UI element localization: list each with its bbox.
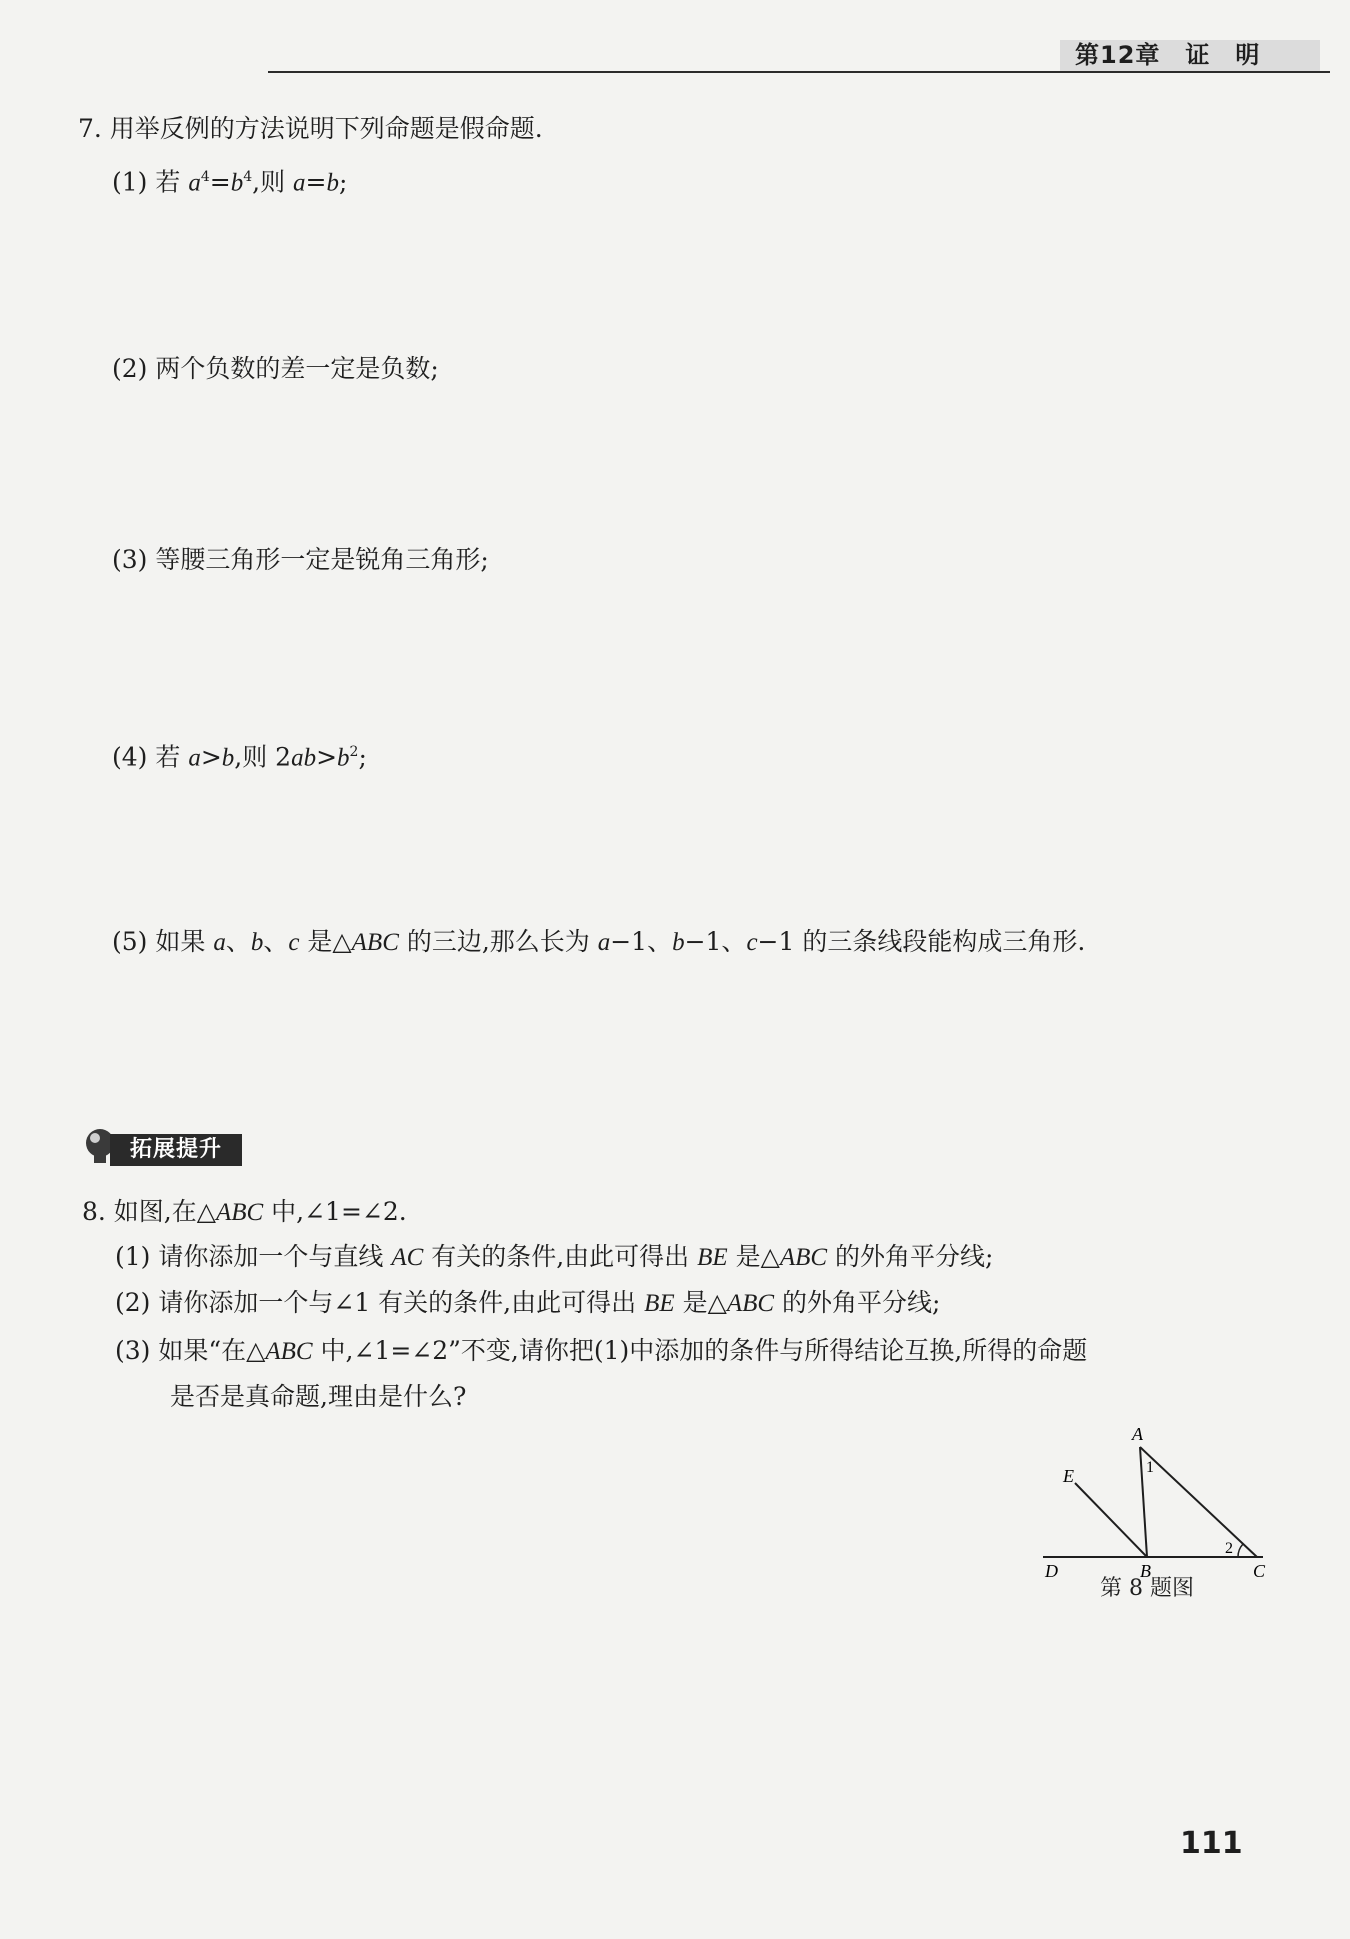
math-var: c (746, 929, 758, 956)
q7-part5 (112, 925, 1085, 960)
text-segment: 、 (263, 927, 289, 956)
segment-be (1075, 1483, 1147, 1557)
math-var: ab (291, 744, 317, 772)
part-number: (2) (112, 354, 148, 383)
q7-part3 (112, 543, 489, 577)
text-segment: 有关的条件,由此可得出 (423, 1242, 698, 1271)
math-var: BE (697, 1244, 728, 1271)
math-var: ABC (215, 1199, 264, 1226)
q7-stem: 7. 用举反例的方法说明下列命题是假命题. (78, 114, 543, 143)
math-var: c (288, 929, 300, 956)
text-segment: ; (358, 742, 367, 772)
part-number: (1) (112, 167, 148, 197)
label-a: A (1132, 1424, 1143, 1444)
text-segment: 如果 (147, 927, 214, 956)
segment-ac (1140, 1447, 1257, 1557)
part-number: (5) (112, 927, 148, 956)
math-var: b (672, 929, 685, 956)
text-segment: 请你添加一个与直线 (150, 1242, 392, 1271)
text-segment: 中,∠1=∠2”不变,请你把(1)中添加的条件与所得结论互换,所得的命题 (312, 1336, 1088, 1365)
label-c: C (1253, 1561, 1266, 1581)
text-segment: 若 (147, 167, 189, 197)
text-segment: 的外角平分线; (774, 1288, 941, 1317)
math-var: a (188, 744, 201, 772)
math-var: b (326, 169, 339, 197)
text-segment: 两个负数的差一定是负数; (147, 354, 439, 383)
text-segment: 是△ (674, 1288, 727, 1317)
chapter-title: 第12章 证 明 (1075, 41, 1261, 69)
part-number: (2) (115, 1288, 151, 1317)
math-var: b (221, 744, 235, 772)
math-var: b (230, 169, 244, 197)
text-segment: 的外角平分线; (827, 1242, 994, 1271)
q8-stem (82, 1195, 407, 1230)
exponent: 4 (200, 169, 210, 185)
text-segment: 如果“在△ (150, 1336, 266, 1365)
math-var: b (337, 744, 350, 772)
text-segment: 8. 如图,在△ (82, 1197, 216, 1226)
text-segment: ,则 2 (234, 742, 292, 772)
math-var: BE (644, 1290, 675, 1317)
part-number: (3) (112, 545, 148, 574)
part-number: (3) (115, 1336, 151, 1365)
triangle-figure (1035, 1424, 1275, 1581)
page-number: 111 (1180, 1826, 1243, 1861)
q7-part1 (112, 160, 347, 200)
math-var: ABC (351, 929, 399, 956)
label-d: D (1045, 1561, 1058, 1581)
math-var: ABC (779, 1244, 828, 1271)
text-segment: 的三边,那么长为 (398, 927, 598, 956)
math-var: ABC (265, 1338, 313, 1365)
label-b: B (1140, 1561, 1151, 1581)
text-segment: 请你添加一个与∠1 有关的条件,由此可得出 (150, 1288, 645, 1317)
math-var: ABC (726, 1290, 775, 1317)
exponent: 4 (243, 169, 253, 185)
q8-part3-continued: 是否是真命题,理由是什么? (170, 1382, 467, 1411)
math-var: a (188, 169, 201, 197)
text-segment: 是△ (299, 927, 352, 956)
math-var: a (213, 929, 226, 956)
figure-caption: 第 8 题图 (1100, 1576, 1194, 1601)
angle-2-arc (1238, 1544, 1243, 1557)
math-var: AC (391, 1244, 424, 1271)
q8-part2 (115, 1286, 940, 1321)
label-angle-1: 1 (1146, 1459, 1154, 1476)
text-segment: 中,∠1=∠2. (263, 1197, 407, 1226)
text-segment: 、 (225, 927, 251, 956)
text-segment: > (316, 742, 338, 772)
text-segment: > (200, 742, 222, 772)
part-number: (4) (112, 742, 148, 772)
exponent: 2 (349, 744, 359, 760)
header-rule (268, 71, 1330, 73)
text-segment: = (305, 167, 327, 197)
text-segment: ; (338, 167, 348, 197)
q7-part4 (112, 735, 367, 775)
text-segment: = (209, 167, 231, 197)
q7-part2 (112, 352, 439, 386)
math-var: a (293, 169, 306, 197)
label-e: E (1063, 1466, 1074, 1486)
q8-part3 (115, 1334, 1087, 1369)
text-segment: ,则 (252, 167, 294, 197)
part-number: (1) (115, 1242, 151, 1271)
text-segment: −1、 (610, 927, 673, 956)
text-segment: 等腰三角形一定是锐角三角形; (147, 545, 489, 574)
text-segment: 若 (147, 742, 189, 772)
math-var: a (597, 929, 611, 956)
text-segment: −1、 (684, 927, 747, 956)
text-segment: −1 的三条线段能构成三角形. (757, 927, 1086, 956)
section-badge: 拓展提升 (110, 1134, 242, 1166)
math-var: b (250, 929, 264, 956)
text-segment: 是△ (727, 1242, 780, 1271)
q8-part1 (115, 1240, 993, 1275)
label-angle-2: 2 (1225, 1540, 1233, 1557)
